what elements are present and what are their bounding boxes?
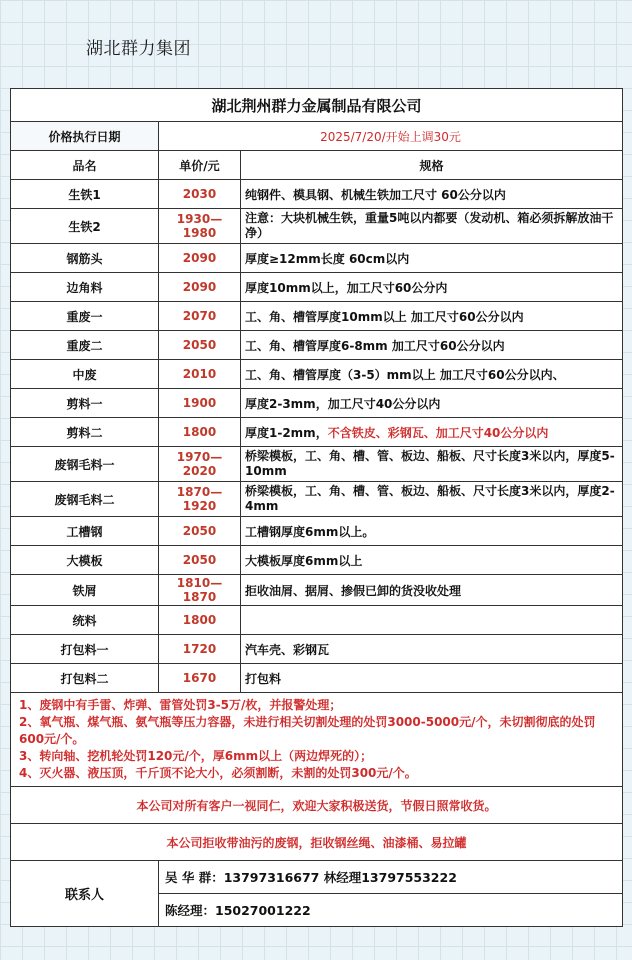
contact-phones-2: 陈经理：15027001222 xyxy=(159,894,623,927)
penalty-notes xyxy=(11,693,623,787)
item-spec-text: 厚度1-2mm， xyxy=(245,425,328,440)
table-row xyxy=(11,635,623,664)
column-header-spec: 规格 xyxy=(241,151,623,180)
column-header-name: 品名 xyxy=(11,151,159,180)
item-spec: 工、角、槽管厚度（3-5）mm以上 加工尺寸60公分以内、 xyxy=(241,360,623,389)
item-spec: 纯钢件、模具钢、机械生铁加工尺寸 60公分以内 xyxy=(241,180,623,209)
price-table xyxy=(10,88,623,927)
notice-refuse: 本公司拒收带油污的废钢，拒收钢丝绳、油漆桶、易拉罐 xyxy=(11,824,623,861)
item-spec: 打包料 xyxy=(241,664,623,693)
item-spec xyxy=(241,418,623,447)
item-name: 废钢毛料二 xyxy=(11,482,159,517)
contact-phones-1: 吴 华 群：13797316677 林经理13797553222 xyxy=(159,861,623,894)
item-spec: 大模板厚度6mm以上 xyxy=(241,546,623,575)
item-name: 中废 xyxy=(11,360,159,389)
item-spec: 桥梁模板，工、角、槽、管、板边、船板、尺寸长度3米以内，厚度5-10mm xyxy=(241,447,623,482)
table-row xyxy=(11,664,623,693)
item-name: 剪料二 xyxy=(11,418,159,447)
item-price: 1800 xyxy=(159,606,241,635)
item-spec: 注意：大块机械生铁，重量5吨以内都要（发动机、箱必须拆解放油干净） xyxy=(241,209,623,244)
note-4: 4、灭火器、液压顶，千斤顶不论大小，必须割断，未割的处罚300元/个。 xyxy=(19,766,417,780)
item-price: 2010 xyxy=(159,360,241,389)
item-name: 废钢毛料一 xyxy=(11,447,159,482)
item-name: 剪料一 xyxy=(11,389,159,418)
item-price: 2090 xyxy=(159,273,241,302)
note-3: 3、转向轴、挖机轮处罚120元/个，厚6mm以上（两边焊死的）； xyxy=(19,749,373,763)
item-price: 1970—2020 xyxy=(159,447,241,482)
notice-welcome: 本公司对所有客户一视同仁，欢迎大家积极送货，节假日照常收货。 xyxy=(11,787,623,824)
item-price: 1810—1870 xyxy=(159,575,241,606)
item-price: 1720 xyxy=(159,635,241,664)
item-price: 1670 xyxy=(159,664,241,693)
item-price: 2050 xyxy=(159,546,241,575)
table-row xyxy=(11,273,623,302)
item-price: 1800 xyxy=(159,418,241,447)
item-spec: 厚度≥12mm长度 60cm以内 xyxy=(241,244,623,273)
table-row xyxy=(11,180,623,209)
item-spec xyxy=(241,606,623,635)
table-row xyxy=(11,360,623,389)
item-name: 铁屑 xyxy=(11,575,159,606)
table-row xyxy=(11,244,623,273)
item-spec: 工槽钢厚度6mm以上。 xyxy=(241,517,623,546)
item-name: 重废一 xyxy=(11,302,159,331)
column-header-price: 单价/元 xyxy=(159,151,241,180)
item-spec: 桥梁模板，工、角、槽、管、板边、船板、尺寸长度3米以内，厚度2-4mm xyxy=(241,482,623,517)
note-1: 1、废钢中有手雷、炸弹、雷管处罚3-5万/枚，并报警处理； xyxy=(19,698,342,712)
table-row xyxy=(11,606,623,635)
item-name: 生铁2 xyxy=(11,209,159,244)
item-name: 生铁1 xyxy=(11,180,159,209)
item-name: 重废二 xyxy=(11,331,159,360)
item-spec: 工、角、槽管厚度10mm以上 加工尺寸60公分以内 xyxy=(241,302,623,331)
group-title: 湖北群力集团 xyxy=(86,39,191,59)
company-name: 湖北荆州群力金属制品有限公司 xyxy=(11,89,623,122)
item-spec: 厚度10mm以上，加工尺寸60公分内 xyxy=(241,273,623,302)
column-header-row xyxy=(11,151,623,180)
note-2: 2、氧气瓶、煤气瓶、氨气瓶等压力容器，未进行相关切割处理的处罚3000-5000元/个，未切割彻底的处罚600元/个。 xyxy=(19,715,596,746)
item-price: 2070 xyxy=(159,302,241,331)
table-row xyxy=(11,209,623,244)
item-price: 2050 xyxy=(159,517,241,546)
table-row xyxy=(11,575,623,606)
table-row xyxy=(11,389,623,418)
item-price: 2030 xyxy=(159,180,241,209)
item-price: 2050 xyxy=(159,331,241,360)
item-spec: 厚度2-3mm，加工尺寸40公分以内 xyxy=(241,389,623,418)
item-name: 工槽钢 xyxy=(11,517,159,546)
contact-label: 联系人 xyxy=(11,861,159,927)
table-row xyxy=(11,447,623,482)
item-name: 大模板 xyxy=(11,546,159,575)
table-row xyxy=(11,418,623,447)
item-spec: 拒收油屑、据屑、掺假已卸的货没收处理 xyxy=(241,575,623,606)
item-spec-warning: 不含铁皮、彩钢瓦、加工尺寸40公分以内 xyxy=(327,425,549,440)
table-row xyxy=(11,546,623,575)
item-name: 边角料 xyxy=(11,273,159,302)
date-value: 2025/7/20/开始上调30元 xyxy=(159,122,623,151)
item-spec: 汽车壳、彩钢瓦 xyxy=(241,635,623,664)
table-row xyxy=(11,302,623,331)
table-row xyxy=(11,331,623,360)
table-row xyxy=(11,517,623,546)
table-row xyxy=(11,482,623,517)
item-price: 1870—1920 xyxy=(159,482,241,517)
item-name: 打包料二 xyxy=(11,664,159,693)
item-price: 1900 xyxy=(159,389,241,418)
item-price: 1930—1980 xyxy=(159,209,241,244)
item-name: 打包料一 xyxy=(11,635,159,664)
date-label: 价格执行日期 xyxy=(11,122,159,151)
item-name: 统料 xyxy=(11,606,159,635)
item-price: 2090 xyxy=(159,244,241,273)
item-name: 钢筋头 xyxy=(11,244,159,273)
item-spec: 工、角、槽管厚度6-8mm 加工尺寸60公分以内 xyxy=(241,331,623,360)
